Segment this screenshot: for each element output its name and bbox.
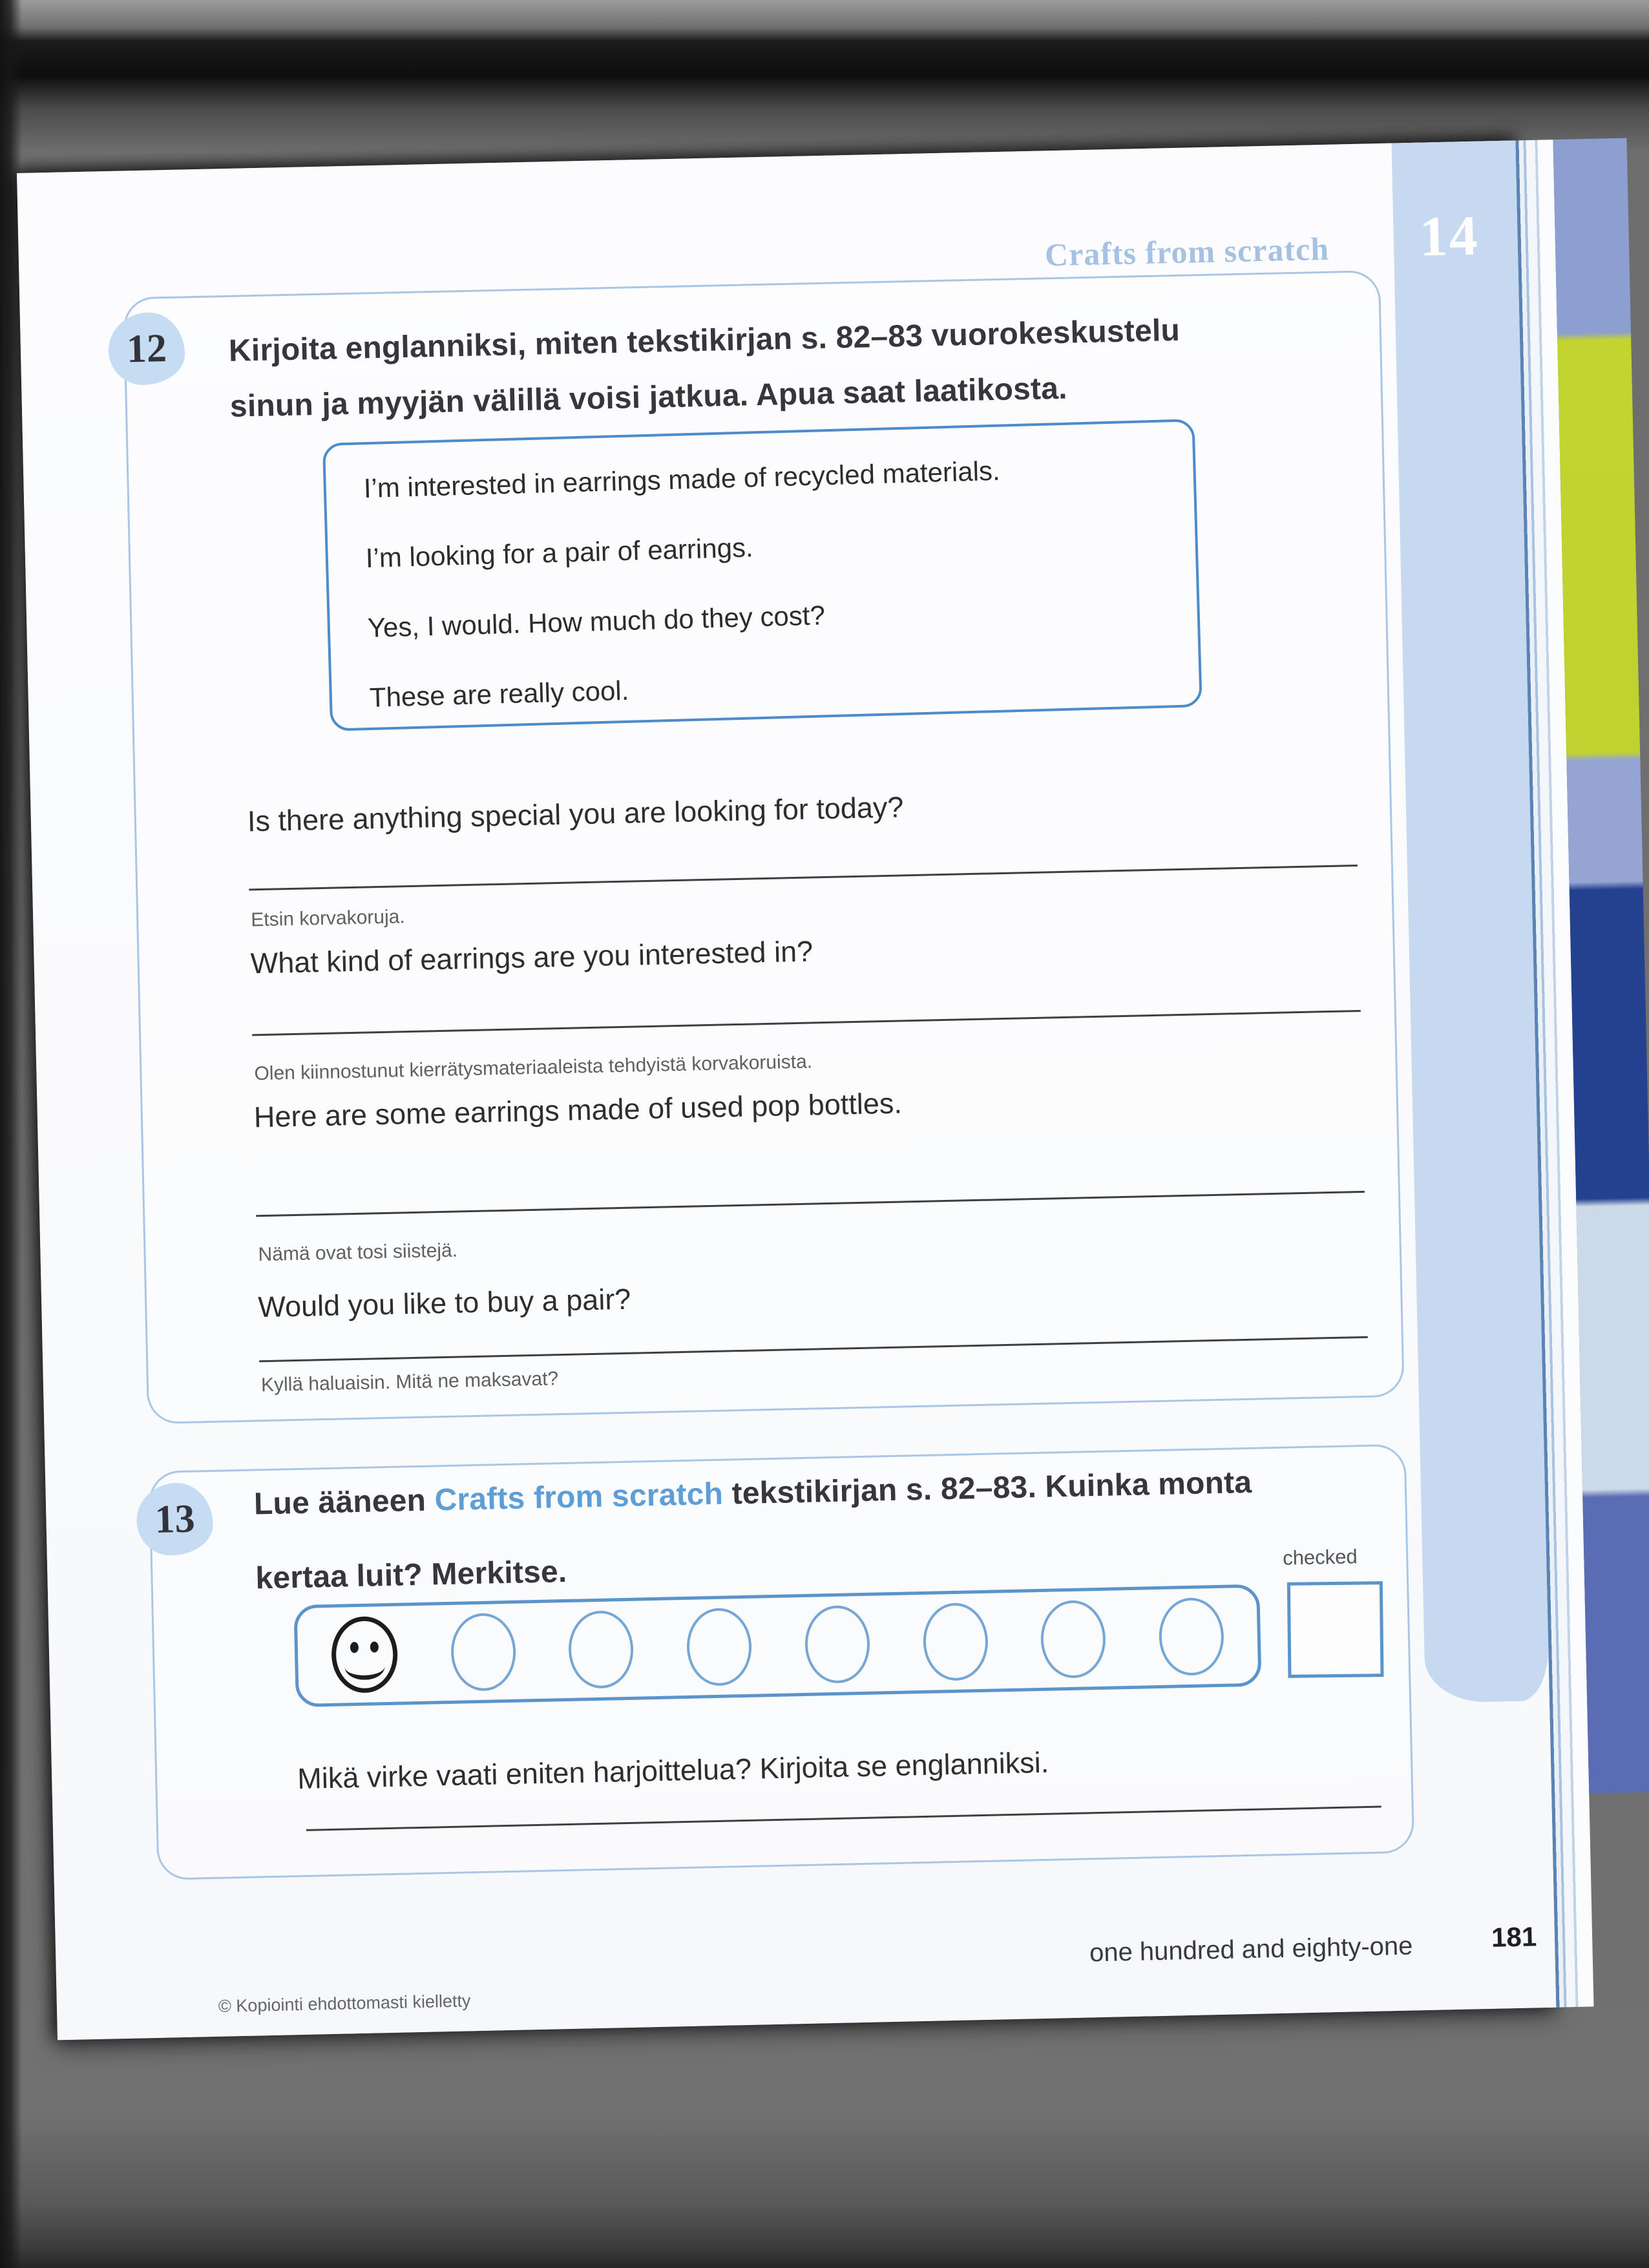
count-circle-6[interactable] <box>1040 1600 1107 1679</box>
dialogue-hint: Nämä ovat tosi siistejä. <box>258 1239 458 1266</box>
exercise-13-question: Mikä virke vaati eniten harjoittelua? Kirjoita se englanniksi. <box>297 1745 1049 1796</box>
chapter-title-reference: Crafts from scratch <box>434 1476 724 1518</box>
count-circle-3[interactable] <box>686 1608 753 1686</box>
dialogue-prompt: Is there anything special you are looking for today? <box>247 790 904 838</box>
chapter-title: Crafts from scratch <box>1044 230 1330 273</box>
count-circle-7[interactable] <box>1158 1597 1224 1676</box>
help-phrase: Yes, I would. How much do they cost? <box>367 600 826 644</box>
dialogue-prompt: What kind of earrings are you interested in? <box>250 934 814 980</box>
count-circle-4[interactable] <box>804 1605 870 1684</box>
exercise-13-number: 13 <box>154 1496 196 1542</box>
instruction-text: Lue ääneen <box>253 1483 436 1522</box>
instruction-line: Kirjoita englanniksi, miten tekstikirjan s. 82–83 vuorokeskustelu <box>228 313 1181 368</box>
count-circle-5[interactable] <box>922 1602 989 1681</box>
dialogue-hint: Olen kiinnostunut kierrätysmateriaaleista tehdyistä korvakoruista. <box>254 1051 813 1085</box>
smiley-eye <box>370 1641 379 1652</box>
count-circle-1[interactable] <box>450 1613 517 1692</box>
count-circle-2[interactable] <box>568 1610 635 1689</box>
smiley-eye <box>350 1642 359 1653</box>
exercise-13-instruction-line2: kertaa luit? Merkitse. <box>255 1554 567 1596</box>
dialogue-hint: Kyllä haluaisin. Mitä ne maksavat? <box>260 1368 559 1396</box>
exercise-12-number: 12 <box>126 326 167 371</box>
dialogue-prompt: Would you like to buy a pair? <box>257 1282 631 1324</box>
dialogue-hint: Etsin korvakoruja. <box>250 906 406 931</box>
help-phrase: These are really cool. <box>369 675 629 713</box>
rotated-page-wrapper <box>17 138 1649 2041</box>
smiley-face-icon[interactable] <box>331 1616 399 1694</box>
smiley-mouth <box>344 1653 385 1680</box>
workbook-page <box>17 140 1556 2040</box>
instruction-text: tekstikirjan s. 82–83. Kuinka monta <box>722 1465 1252 1511</box>
copyright-notice: © Kopiointi ehdottomasti kielletty <box>218 1991 471 2016</box>
page-number-words: one hundred and eighty-one <box>1089 1931 1413 1968</box>
checked-label: checked <box>1282 1545 1358 1570</box>
chapter-number: 14 <box>1418 204 1480 269</box>
dialogue-prompt: Here are some earrings made of used pop bottles. <box>253 1086 903 1134</box>
help-phrase: I’m interested in earrings made of recycled materials. <box>363 455 1001 504</box>
reading-count-tracker <box>293 1584 1261 1708</box>
checked-checkbox[interactable] <box>1287 1581 1384 1678</box>
page-number: 181 <box>1491 1921 1537 1953</box>
help-phrase-box <box>322 419 1203 731</box>
help-phrase: I’m looking for a pair of earrings. <box>365 532 754 574</box>
instruction-line: sinun ja myyjän välillä voisi jatkua. Apua saat laatikosta. <box>229 371 1068 424</box>
